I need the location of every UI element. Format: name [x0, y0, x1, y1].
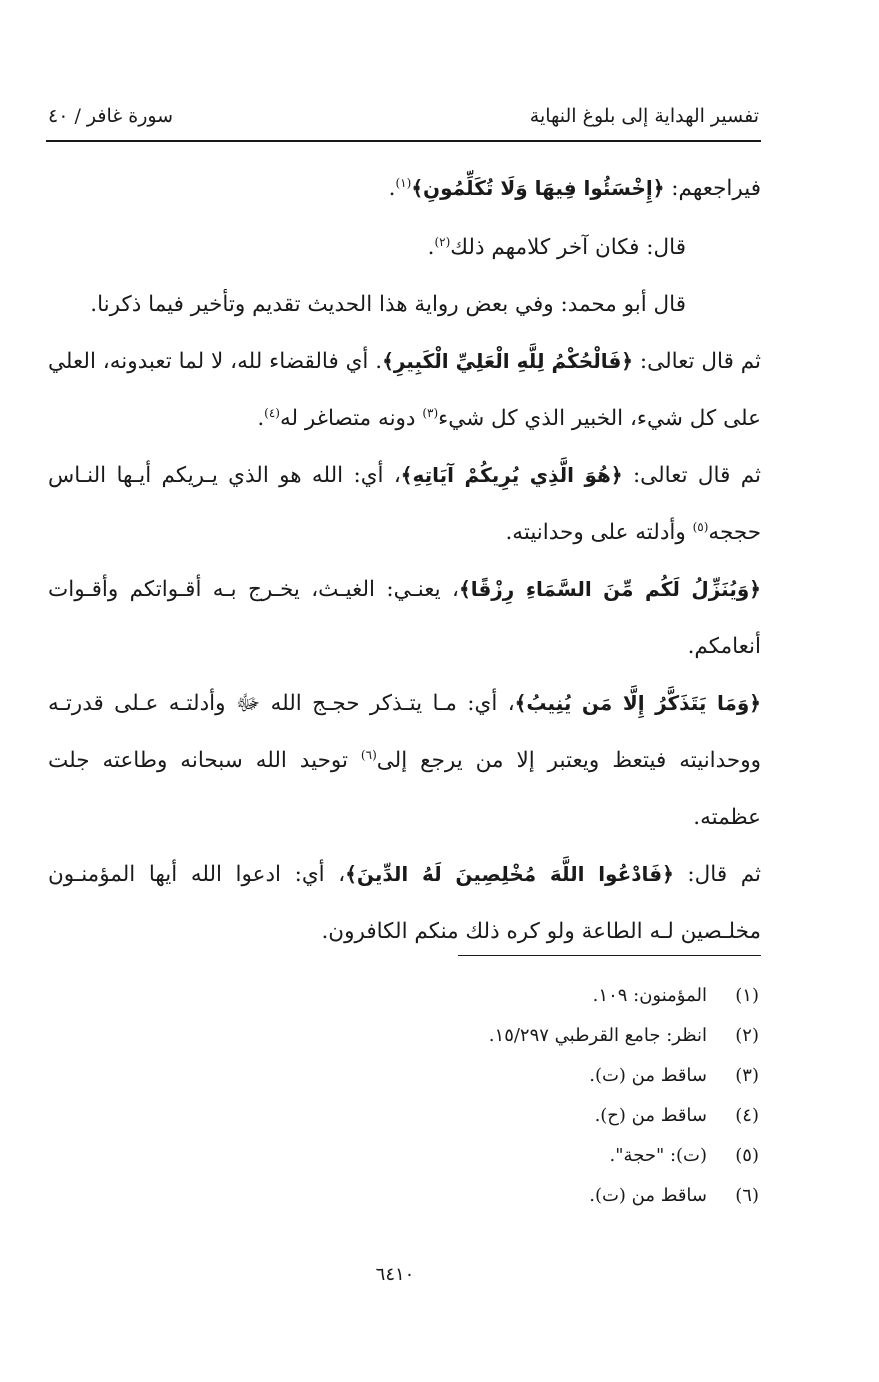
paragraph-text: ، أي: ادعوا الله أيها المؤمنـون مخلـصين لـه الطاعة ولو كره ذلك منكم الكافرون.	[48, 862, 761, 944]
page-number: ٦٤١٠	[375, 1264, 415, 1285]
footnote-text: ساقط من (ح).	[594, 1105, 707, 1126]
footnotes-list	[300, 976, 759, 1216]
footnote-ref: (٦)	[360, 747, 377, 762]
paragraph-text: ثم قال تعالى:	[622, 463, 761, 488]
footnote-number: (٣)	[735, 1065, 759, 1086]
footnote-number: (٤)	[735, 1105, 759, 1126]
footnote-text: ساقط من (ت).	[589, 1185, 707, 1206]
footnote-item	[300, 1016, 759, 1056]
paragraph-5	[48, 447, 761, 561]
footnote-text: ساقط من (ت).	[589, 1065, 707, 1086]
header-divider	[46, 140, 761, 142]
paragraph-7	[48, 675, 761, 846]
footnote-item	[300, 1056, 759, 1096]
quran-verse: ﴿وَمَا يَتَذَكَّرُ إِلَّا مَن يُنِيبُ﴾	[514, 691, 761, 715]
paragraph-text: ، أي: الله هو الذي يـريكم أيـها النـاس حججه	[48, 463, 761, 545]
footnote-number: (٥)	[735, 1145, 759, 1166]
quran-verse: ﴿وَيُنَزِّلُ لَكُم مِّنَ السَّمَاءِ رِزْقًا﴾	[458, 577, 761, 601]
footnote-number: (٦)	[735, 1185, 759, 1206]
footnote-ref: (٥)	[692, 519, 709, 534]
paragraph-text: .	[257, 406, 265, 431]
footnote-ref: (٤)	[264, 405, 280, 420]
surah-label: سورة غافر / ٤٠	[48, 105, 174, 127]
paragraph-4	[48, 333, 761, 447]
footnote-ref: (٢)	[434, 234, 451, 249]
quran-verse: ﴿فَادْعُوا اللَّهَ مُخْلِصِينَ لَهُ الدِّينَ﴾	[345, 862, 674, 886]
quran-verse: ﴿فَالْحُكْمُ لِلَّهِ الْعَلِيِّ الْكَبِيرِ﴾	[382, 349, 634, 373]
footnote-text: انظر: جامع القرطبي ١٥/٢٩٧.	[488, 1025, 707, 1046]
book-title: تفسير الهداية إلى بلوغ النهاية	[529, 105, 759, 127]
paragraph-text: . أي فالقضاء لله، لا لما تعبدونه، العلي على كل شيء، الخبير الذي كل شيء	[48, 349, 761, 431]
paragraph-text: قال أبو محمد: وفي بعض رواية هذا الحديث تقديم وتأخير فيما ذكرنا.	[90, 292, 686, 317]
paragraph-1	[48, 160, 761, 217]
footnote-item	[300, 976, 759, 1016]
paragraph-2	[48, 219, 761, 276]
paragraph-6	[48, 561, 761, 675]
footnote-item	[300, 1136, 759, 1176]
footnote-item	[300, 1096, 759, 1136]
quran-verse: ﴿هُوَ الَّذِي يُرِيكُمْ آيَاتِهِ﴾	[400, 463, 623, 487]
footnote-text: (ت): "حجة".	[609, 1145, 707, 1166]
footnote-number: (١)	[735, 985, 759, 1006]
paragraph-text: ثم قال:	[673, 862, 761, 887]
footnote-number: (٢)	[735, 1025, 759, 1046]
footnote-divider	[458, 955, 761, 956]
paragraph-text: .	[427, 235, 435, 260]
paragraph-text: وأدلته على وحدانيته.	[505, 520, 693, 545]
paragraph-text: توحيد الله سبحانه وطاعته جلت عظمته.	[48, 748, 761, 830]
paragraph-text: فيراجعهم:	[664, 176, 761, 201]
paragraph-3	[48, 276, 761, 333]
footnote-text: المؤمنون: ١٠٩.	[592, 985, 707, 1006]
paragraph-text: قال: فكان آخر كلامهم ذلك	[450, 235, 686, 260]
running-header	[48, 98, 759, 134]
footnote-ref: (٣)	[422, 405, 439, 420]
paragraph-text: دونه متصاغر له	[279, 406, 423, 431]
main-text	[48, 160, 761, 960]
footnote-item	[300, 1176, 759, 1216]
quran-verse: ﴿إِخْسَئُوا فِيهَا وَلَا تُكَلِّمُونِ﴾	[411, 176, 665, 200]
paragraph-text: ، يعنـي: الغيـث، يخـرج بـه أقـواتكم وأقـوات أنعامكم.	[48, 577, 761, 659]
footnote-ref: (١)	[395, 175, 412, 190]
paragraph-text: .	[388, 176, 396, 201]
paragraph-8	[48, 846, 761, 960]
paragraph-text: ، أي: مـا يتـذكر حجـج الله ﷻ وأدلتـه عـلى قدرتـه ووحدانيته فيتعظ ويعتبر إلا من يرجع إلى	[48, 691, 761, 773]
paragraph-text: ثم قال تعالى:	[633, 349, 762, 374]
